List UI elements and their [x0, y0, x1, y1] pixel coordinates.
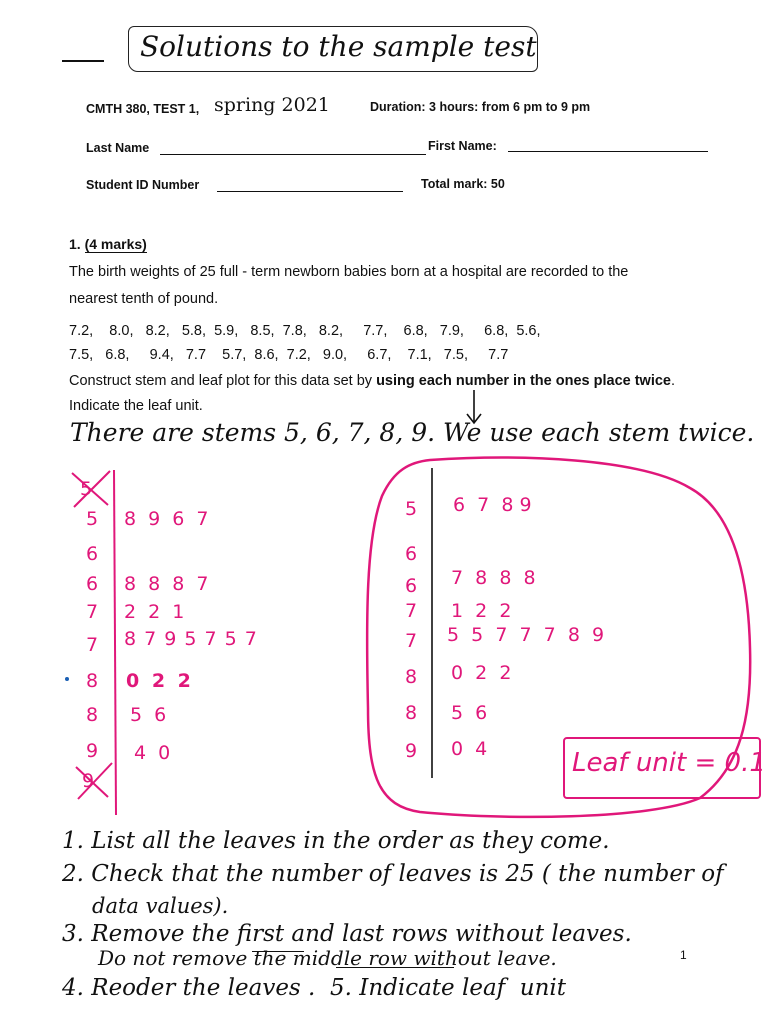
- stem: 9: [86, 740, 99, 762]
- leaf-unit-label: Leaf unit = 0.1: [572, 748, 766, 778]
- instruction-post: .: [671, 373, 676, 389]
- answer-intro: There are stems 5, 6, 7, 8, 9. We use each stem twice.: [70, 418, 755, 447]
- final-plot-stem: 9: [405, 740, 418, 762]
- term-label: spring 2021: [214, 94, 330, 116]
- final-plot-leaves: 0 2 2: [451, 662, 512, 684]
- first-plot-row: [86, 704, 98, 726]
- step-2-cont: data values).: [92, 894, 229, 918]
- question-number: 1.: [69, 236, 81, 252]
- data-line-1: 7.2, 8.0, 8.2, 5.8, 5.9, 8.5, 7.8, 8.2, 7.7, 6.8, 7.9, 6.8, 5.6,: [69, 323, 541, 339]
- final-plot-leaves: 7 8 8 8: [451, 567, 536, 589]
- instruction-line: [69, 368, 675, 394]
- data-line-2: 7.5, 6.8, 9.4, 7.7 5.7, 8.6, 7.2, 9.0, 6.7, 7.1, 7.5, 7.7: [69, 347, 509, 363]
- instruction-pre: Construct stem and leaf plot for this data set by: [69, 373, 377, 389]
- final-plot-stem: 6: [405, 575, 418, 597]
- first-plot-row: [86, 740, 98, 762]
- title-dash: [62, 60, 104, 62]
- first-plot-row: [86, 634, 98, 656]
- step-4: 4. Reoder the leaves . 5. Indicate leaf unit: [62, 975, 567, 1001]
- first-plot-row: [86, 573, 98, 595]
- last-name-label: Last Name: [86, 141, 150, 155]
- final-plot-leaves: 0 4: [451, 738, 488, 760]
- first-name-label: First Name:: [428, 139, 497, 153]
- student-id-field: [217, 191, 403, 192]
- first-plot-row: [86, 543, 98, 565]
- final-plot-leaves: 5 5 7 7 7 8 9: [447, 624, 605, 646]
- first-plot-leaves: 8 9 6 7: [124, 508, 212, 530]
- question-marks: (4 marks): [84, 236, 147, 252]
- final-plot-stem: 8: [405, 702, 418, 724]
- final-plot-leaves: 6 7 8 9: [453, 494, 532, 516]
- underline-first: [252, 951, 304, 952]
- final-plot-leaves: 5 6: [451, 702, 488, 724]
- first-plot-row: [86, 670, 98, 692]
- dot-mark: [65, 677, 69, 681]
- stem: 8: [86, 670, 99, 692]
- stem: 7: [86, 634, 99, 656]
- instruction-bold: using each number in the ones place twice: [376, 373, 671, 389]
- question-text-2: nearest tenth of pound.: [69, 291, 219, 307]
- final-plot-stem: 5: [405, 498, 418, 520]
- page-number: 1: [680, 948, 687, 962]
- page-title: Solutions to the sample test: [140, 30, 537, 63]
- final-plot-stem: 8: [405, 666, 418, 688]
- stem: 6: [86, 543, 99, 565]
- step-3-cont: Do not remove the middle row without leave.: [98, 946, 557, 970]
- course-label: CMTH 380, TEST 1,: [86, 102, 200, 116]
- stem: 8: [86, 704, 99, 726]
- student-id-label: Student ID Number: [86, 178, 200, 192]
- first-plot-crossed-bottom: 9: [82, 770, 95, 792]
- final-plot-leaves: 1 2 2: [451, 600, 512, 622]
- duration-label: Duration: 3 hours: from 6 pm to 9 pm: [370, 100, 591, 114]
- first-plot-row: [86, 508, 98, 530]
- first-plot-leaves: 0 2 2: [126, 670, 194, 692]
- first-name-field: [508, 151, 708, 152]
- first-plot-leaves: 8 8 8 7: [124, 573, 212, 595]
- first-plot-leaves: 8 7 9 5 7 5 7: [124, 628, 258, 650]
- step-1: 1. List all the leaves in the order as they come.: [62, 828, 610, 854]
- final-plot-stem: 7: [405, 630, 418, 652]
- stem: 7: [86, 601, 99, 623]
- step-3: 3. Remove the first and last rows without leaves.: [62, 921, 632, 947]
- total-mark: Total mark: 50: [421, 177, 505, 191]
- first-plot-row: [86, 601, 98, 623]
- indicate-line: Indicate the leaf unit.: [69, 398, 203, 414]
- final-plot-stem: 7: [405, 600, 418, 622]
- step-2: 2. Check that the number of leaves is 25 ( the number of: [62, 861, 724, 887]
- first-plot-crossed-top: 5: [80, 478, 93, 500]
- first-plot-leaves: 5 6: [130, 704, 170, 726]
- stem: 6: [86, 573, 99, 595]
- last-name-field: [160, 154, 426, 155]
- first-plot-leaves: 2 2 1: [124, 601, 188, 623]
- first-plot-leaves: 4 0: [134, 742, 174, 764]
- underline-middle: [336, 967, 454, 968]
- question-text-1: The birth weights of 25 full - term newborn babies born at a hospital are recorded to the: [69, 264, 629, 280]
- final-plot-stem: 6: [405, 543, 418, 565]
- question-heading: [69, 236, 147, 253]
- stem: 5: [86, 508, 99, 530]
